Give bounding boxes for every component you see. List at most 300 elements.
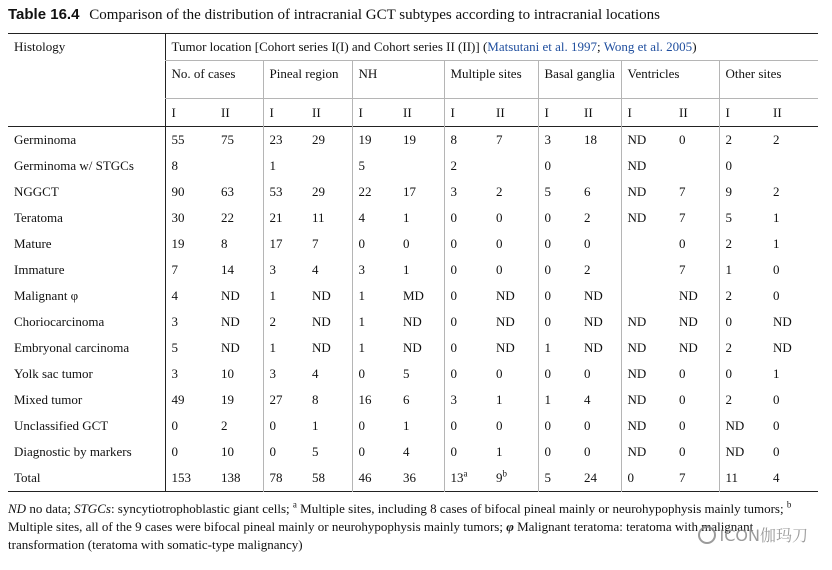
- cell-value: 1: [403, 210, 410, 225]
- cell-value: 3: [450, 392, 457, 407]
- series-header: I: [352, 99, 397, 127]
- cell-value: 4: [403, 444, 410, 459]
- cell-value: 7: [312, 236, 319, 251]
- cell-value: 19: [403, 132, 416, 147]
- table-cell: [578, 439, 621, 465]
- table-cell: [621, 335, 673, 361]
- cell-value: 30: [171, 210, 185, 225]
- table-cell: [352, 127, 397, 154]
- series-header: II: [221, 105, 230, 120]
- cell-value: ND: [496, 340, 515, 355]
- cell-value: 18: [584, 132, 597, 147]
- table-cell: [263, 439, 306, 465]
- series-header: I: [621, 99, 673, 127]
- cell-value: 4: [773, 470, 780, 485]
- table-cell: [215, 361, 263, 387]
- cell-value: 21: [269, 210, 283, 225]
- location-column-header: Multiple sites: [444, 61, 538, 99]
- table-cell: [215, 231, 263, 257]
- table-cell: [165, 387, 215, 413]
- wechat-icon: [698, 526, 716, 544]
- table-cell: [397, 179, 444, 205]
- cell-value: 0: [584, 418, 591, 433]
- location-group-suffix: ): [692, 39, 697, 54]
- row-label: Germinoma: [14, 132, 77, 147]
- table-cell: [306, 387, 352, 413]
- cell-value: ND: [627, 444, 647, 459]
- cell-value: 2: [725, 132, 732, 147]
- cell-value: 0: [450, 340, 457, 355]
- cell-value: 0: [171, 444, 178, 459]
- table-row: [8, 361, 818, 387]
- cell-value: 0: [450, 288, 457, 303]
- table-cell: [165, 153, 215, 179]
- cell-value: 0: [544, 444, 551, 459]
- cell-value: 22: [221, 210, 234, 225]
- table-cell: [719, 231, 767, 257]
- cell-value: 1: [358, 340, 365, 355]
- cell-value: 1: [496, 444, 503, 459]
- table-cell: [538, 283, 578, 309]
- table-cell: [490, 413, 538, 439]
- table-cell: [306, 361, 352, 387]
- table-cell: [444, 179, 490, 205]
- table-cell: [673, 387, 719, 413]
- table-cell: [673, 179, 719, 205]
- cell-value: 0: [496, 418, 503, 433]
- cell-value: ND: [627, 392, 647, 407]
- cell-value: 0: [358, 236, 365, 251]
- cell-value: 0: [679, 132, 686, 147]
- cell-value: 0: [450, 210, 457, 225]
- table-cell: [719, 127, 767, 154]
- cell-value: ND: [725, 418, 745, 433]
- table-cell: [397, 413, 444, 439]
- table-cell: [538, 413, 578, 439]
- cell-value: 49: [171, 392, 185, 407]
- table-cell: [165, 309, 215, 335]
- table-cell: [719, 179, 767, 205]
- table-cell: [621, 283, 673, 309]
- location-column-header: Other sites: [719, 61, 818, 99]
- row-label: NGGCT: [14, 184, 59, 199]
- table-number: Table 16.4: [8, 6, 80, 23]
- cell-value: 55: [171, 132, 185, 147]
- table-cell: [444, 127, 490, 154]
- table-cell: [444, 361, 490, 387]
- table-cell: [538, 361, 578, 387]
- table-cell: [397, 465, 444, 492]
- table-cell: [165, 439, 215, 465]
- table-cell: [578, 127, 621, 154]
- phi-abbr: φ: [506, 519, 514, 534]
- table-cell: [263, 179, 306, 205]
- cell-value: 29: [312, 132, 325, 147]
- watermark: [698, 523, 808, 546]
- gct-distribution-table: [8, 33, 818, 492]
- series-header: II: [584, 105, 593, 120]
- cell-value: 1: [403, 418, 410, 433]
- cell-value: 4: [584, 392, 591, 407]
- cell-value: ND: [312, 340, 331, 355]
- table-cell: [767, 361, 818, 387]
- table-cell: [444, 205, 490, 231]
- table-cell: [397, 335, 444, 361]
- cell-value: 7: [679, 262, 686, 277]
- series-header: II: [496, 105, 505, 120]
- row-label: Mixed tumor: [14, 392, 83, 407]
- cell-value: 11: [725, 470, 739, 485]
- table-cell: [215, 283, 263, 309]
- cell-value: ND: [627, 184, 647, 199]
- table-cell: [538, 127, 578, 154]
- table-cell: [352, 309, 397, 335]
- table-cell: [215, 465, 263, 492]
- table-cell: [719, 335, 767, 361]
- cell-value: 0: [544, 158, 551, 173]
- cell-value: ND: [312, 314, 331, 329]
- histology-header: Histology: [8, 34, 165, 127]
- cell-value: ND: [403, 314, 422, 329]
- table-row: [8, 465, 818, 492]
- cell-value: ND: [627, 418, 647, 433]
- table-cell: [306, 439, 352, 465]
- row-label: Unclassified GCT: [14, 418, 109, 433]
- table-cell: [165, 205, 215, 231]
- cell-value: 2: [584, 262, 591, 277]
- table-cell: [538, 153, 578, 179]
- table-cell: [215, 439, 263, 465]
- cell-value: ND: [584, 288, 603, 303]
- table-cell: [444, 153, 490, 179]
- series-header: I: [444, 99, 490, 127]
- cell-value: 0: [544, 418, 551, 433]
- table-cell: [444, 283, 490, 309]
- series-header: II: [403, 105, 412, 120]
- cell-value: 0: [496, 210, 503, 225]
- cell-value: 0: [544, 314, 551, 329]
- cell-value: 1: [358, 314, 365, 329]
- cell-value: 19: [358, 132, 372, 147]
- cell-value: 2: [496, 184, 503, 199]
- table-cell: [352, 413, 397, 439]
- table-cell: [621, 205, 673, 231]
- cell-value: 3: [269, 262, 276, 277]
- table-cell: [397, 205, 444, 231]
- series-header: II: [679, 105, 688, 120]
- table-cell: [165, 179, 215, 205]
- cell-value: 3: [171, 366, 178, 381]
- table-caption: [8, 6, 660, 24]
- table-cell: [352, 387, 397, 413]
- table-cell: [215, 153, 263, 179]
- table-cell: [444, 387, 490, 413]
- table-cell: [490, 153, 538, 179]
- table-cell: [578, 335, 621, 361]
- table-cell: [538, 335, 578, 361]
- cell-value: 23: [269, 132, 283, 147]
- cell-value: ND: [221, 314, 240, 329]
- table-cell: [578, 387, 621, 413]
- cell-value: 0: [544, 236, 551, 251]
- table-cell: [397, 283, 444, 309]
- nd-def: no data;: [26, 501, 75, 516]
- location-column-header: Basal ganglia: [538, 61, 621, 99]
- cell-value: 7: [679, 470, 686, 485]
- cell-value: 0: [773, 418, 780, 433]
- table-cell: [538, 439, 578, 465]
- table-cell: [263, 127, 306, 154]
- row-label: Diagnostic by markers: [14, 444, 132, 459]
- cell-value: 9: [725, 184, 732, 199]
- table-cell: [306, 153, 352, 179]
- table-row: [8, 153, 818, 179]
- cell-value: 4: [358, 210, 365, 225]
- cell-value: 36: [403, 470, 416, 485]
- row-label: Germinoma w/ STGCs: [14, 158, 134, 173]
- table-cell: [490, 361, 538, 387]
- table-cell: [397, 231, 444, 257]
- table-cell: [352, 257, 397, 283]
- cell-value: MD: [403, 288, 424, 303]
- cell-value: 0: [496, 366, 503, 381]
- row-label: Choriocarcinoma: [14, 314, 105, 329]
- table-row: [8, 413, 818, 439]
- table-cell: [215, 309, 263, 335]
- series-header: I: [263, 99, 306, 127]
- cell-value: 0: [544, 210, 551, 225]
- table-cell: [306, 231, 352, 257]
- cell-value: 0: [773, 288, 780, 303]
- cell-value: 1: [269, 158, 276, 173]
- cell-value: 63: [221, 184, 234, 199]
- cell-value: 153: [171, 470, 191, 485]
- location-group-header: [165, 34, 818, 61]
- table-cell: [352, 205, 397, 231]
- row-label: Total: [14, 470, 41, 485]
- cell-value: 0: [584, 444, 591, 459]
- cell-value: 75: [221, 132, 234, 147]
- cell-value: 0: [679, 444, 686, 459]
- cell-value: 0: [450, 262, 457, 277]
- cell-value: 1: [358, 288, 365, 303]
- table-cell: [673, 361, 719, 387]
- table-cell: [306, 179, 352, 205]
- table-cell: [444, 257, 490, 283]
- table-cell: [767, 179, 818, 205]
- table-cell: [578, 205, 621, 231]
- cell-value: 0: [544, 262, 551, 277]
- table-row: [8, 387, 818, 413]
- cell-value: 5: [358, 158, 365, 173]
- table-cell: [306, 309, 352, 335]
- ref-wong-link[interactable]: Wong et al. 2005: [603, 39, 693, 54]
- table-cell: [397, 153, 444, 179]
- table-cell: [719, 361, 767, 387]
- table-cell: [352, 335, 397, 361]
- cell-value: 10: [221, 366, 234, 381]
- cell-value: 17: [403, 184, 416, 199]
- table-cell: [165, 127, 215, 154]
- cell-value: 2: [725, 340, 732, 355]
- table-cell: [352, 439, 397, 465]
- cell-value: 3: [171, 314, 178, 329]
- cell-value: 8: [450, 132, 457, 147]
- ref-separator: ;: [597, 39, 604, 54]
- table-cell: [306, 205, 352, 231]
- table-cell: [621, 439, 673, 465]
- table-cell: [538, 205, 578, 231]
- cell-value: 1: [544, 392, 551, 407]
- series-header: II: [312, 105, 321, 120]
- table-cell: [215, 205, 263, 231]
- nd-abbr: ND: [8, 501, 27, 516]
- table-cell: [767, 205, 818, 231]
- table-cell: [397, 257, 444, 283]
- cell-value: 5: [544, 184, 551, 199]
- table-cell: [490, 179, 538, 205]
- series-header: I: [165, 99, 215, 127]
- series-header: I: [538, 99, 578, 127]
- table-cell: [578, 179, 621, 205]
- table-cell: [444, 231, 490, 257]
- cell-value: 0: [584, 366, 591, 381]
- table-cell: [621, 309, 673, 335]
- cell-value: ND: [627, 340, 647, 355]
- table-row: [8, 257, 818, 283]
- location-column-header: Pineal region: [263, 61, 352, 99]
- table-cell: [215, 179, 263, 205]
- cell-value: 24: [584, 470, 597, 485]
- cell-value: ND: [221, 288, 240, 303]
- table-cell: [767, 127, 818, 154]
- cell-value: 0: [269, 444, 276, 459]
- cell-value: 0: [584, 236, 591, 251]
- table-cell: [306, 465, 352, 492]
- table-cell: [165, 361, 215, 387]
- table-cell: [767, 335, 818, 361]
- cell-value: ND: [627, 314, 647, 329]
- cell-value: 4: [312, 262, 319, 277]
- table-row: [8, 283, 818, 309]
- cell-value: 0: [496, 236, 503, 251]
- cell-value: 7: [679, 210, 686, 225]
- table-cell: [263, 465, 306, 492]
- table-cell: [263, 205, 306, 231]
- table-cell: [263, 361, 306, 387]
- cell-value: 8: [312, 392, 319, 407]
- cell-value: 22: [358, 184, 372, 199]
- cell-value: 0: [358, 444, 365, 459]
- cell-value: 0: [773, 444, 780, 459]
- location-column-header: NH: [352, 61, 444, 99]
- cell-value: 2: [221, 418, 228, 433]
- cell-value: 8: [221, 236, 228, 251]
- cell-value: 1: [269, 288, 276, 303]
- cell-value: 2: [584, 210, 591, 225]
- table-cell: [719, 413, 767, 439]
- cell-value: 19: [171, 236, 185, 251]
- table-cell: [352, 361, 397, 387]
- cell-footnote-mark: b: [502, 468, 507, 479]
- ref-matsutani-link[interactable]: Matsutani et al. 1997: [487, 39, 598, 54]
- table-cell: [621, 361, 673, 387]
- row-label: Embryonal carcinoma: [14, 340, 130, 355]
- table-cell: [306, 127, 352, 154]
- cell-value: 3: [450, 184, 457, 199]
- table-row: [8, 439, 818, 465]
- table-cell: [165, 413, 215, 439]
- cell-value: 0: [679, 366, 686, 381]
- cell-value: 0: [496, 262, 503, 277]
- cell-value: 19: [221, 392, 234, 407]
- cell-value: 90: [171, 184, 185, 199]
- table-cell: [165, 283, 215, 309]
- cell-value: 2: [773, 132, 780, 147]
- cell-value: 2: [725, 288, 732, 303]
- row-label: Mature: [14, 236, 52, 251]
- table-title: Comparison of the distribution of intracranial GCT subtypes according to intracranial locations: [89, 7, 661, 23]
- cell-value: ND: [679, 340, 698, 355]
- table-cell: [352, 153, 397, 179]
- table-cell: [673, 205, 719, 231]
- cell-value: 0: [725, 366, 732, 381]
- table-row: [8, 179, 818, 205]
- cell-value: 13: [450, 470, 464, 485]
- table-cell: [673, 231, 719, 257]
- table-cell: [538, 387, 578, 413]
- cell-value: ND: [496, 314, 515, 329]
- stgc-def: : syncytiotrophoblastic giant cells;: [110, 501, 293, 516]
- table-cell: [444, 439, 490, 465]
- cell-value: 4: [312, 366, 319, 381]
- table-cell: [719, 387, 767, 413]
- table-row: [8, 309, 818, 335]
- table-cell: [306, 257, 352, 283]
- table-cell: [621, 413, 673, 439]
- table-cell: [578, 283, 621, 309]
- cell-value: 53: [269, 184, 283, 199]
- cell-value: 8: [171, 158, 178, 173]
- table-row: [8, 231, 818, 257]
- stgc-abbr: STGCs: [74, 501, 111, 516]
- table-cell: [767, 153, 818, 179]
- cell-value: ND: [627, 132, 647, 147]
- table-cell: [538, 309, 578, 335]
- table-cell: [444, 335, 490, 361]
- cell-value: 2: [450, 158, 457, 173]
- cell-value: 0: [358, 418, 365, 433]
- cell-value: 46: [358, 470, 372, 485]
- table-cell: [719, 439, 767, 465]
- cell-value: 29: [312, 184, 325, 199]
- row-label: Yolk sac tumor: [14, 366, 93, 381]
- table-cell: [719, 153, 767, 179]
- cell-value: 2: [725, 236, 732, 251]
- table-cell: [490, 309, 538, 335]
- table-cell: [767, 231, 818, 257]
- cell-value: 1: [773, 236, 780, 251]
- cell-value: 1: [773, 210, 780, 225]
- cell-value: 0: [171, 418, 178, 433]
- table-cell: [673, 335, 719, 361]
- table-cell: [490, 465, 538, 492]
- cell-value: 0: [269, 418, 276, 433]
- table-cell: [621, 153, 673, 179]
- cell-value: 6: [403, 392, 410, 407]
- table-cell: [306, 413, 352, 439]
- cell-value: 0: [773, 392, 780, 407]
